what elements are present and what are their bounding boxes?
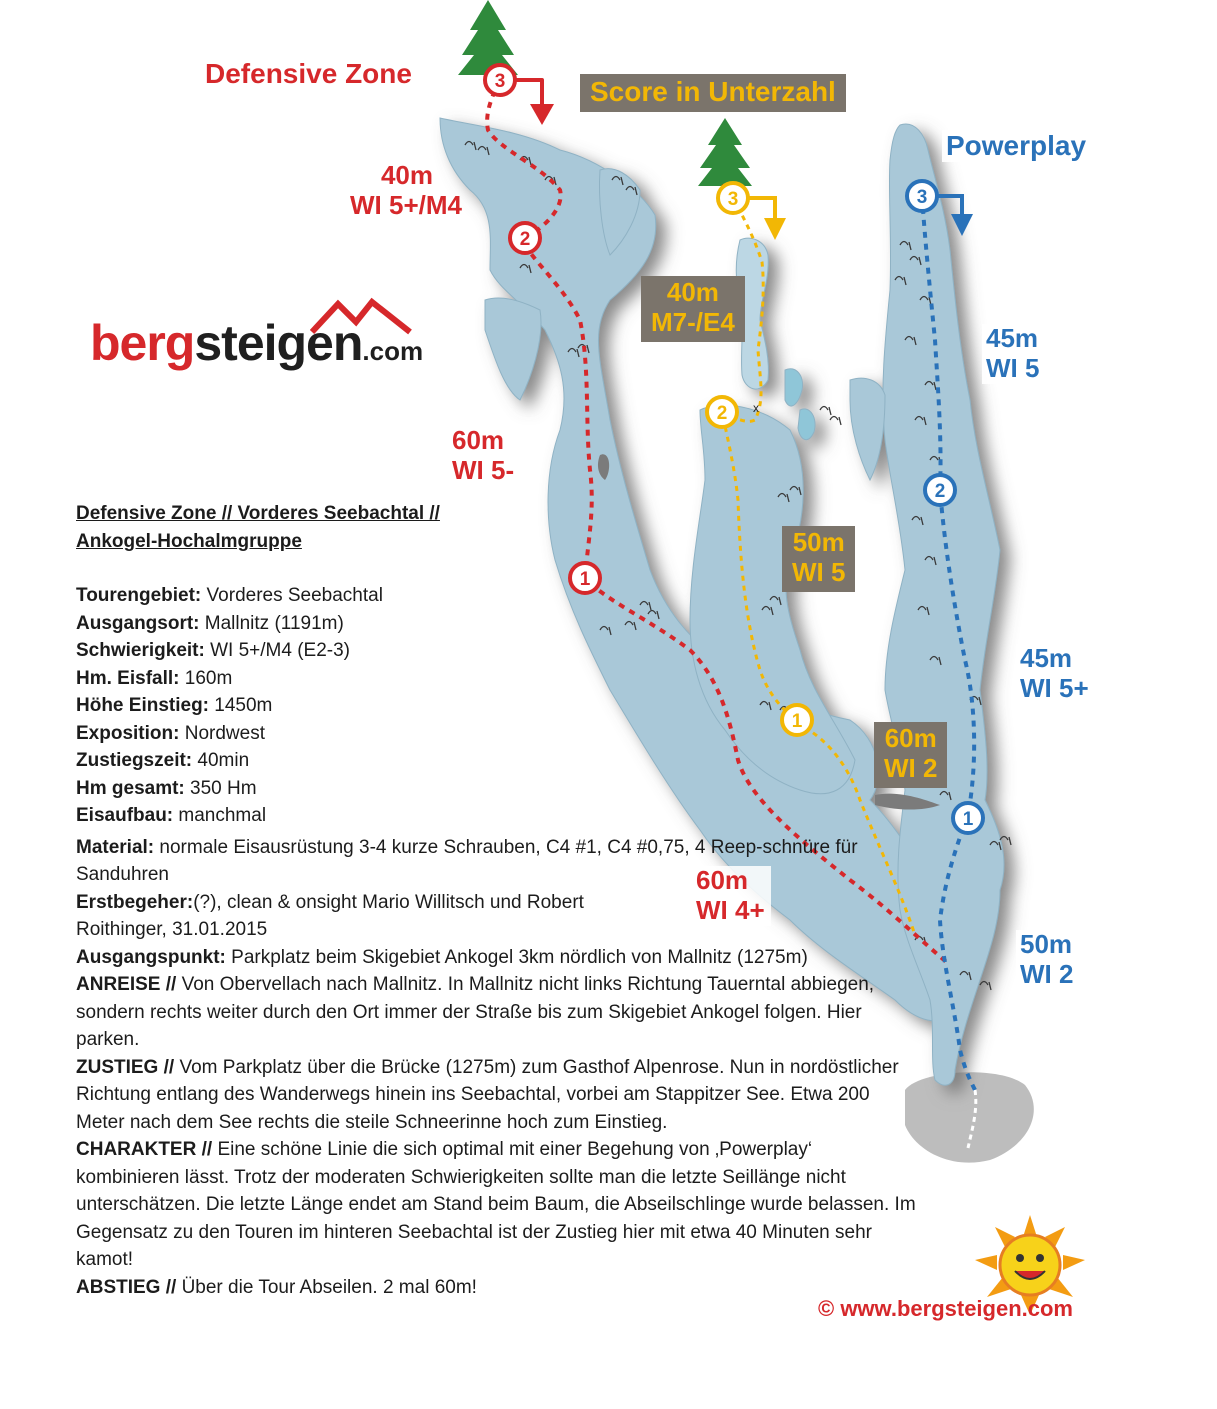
route-name-defensive: Defensive Zone <box>205 58 412 89</box>
info-tourengebiet: Tourengebiet: Vorderes Seebachtal <box>76 585 383 606</box>
info-schwierigkeit: Schwierigkeit: WI 5+/M4 (E2-3) <box>76 640 350 661</box>
info-zustieg: ZUSTIEG // Vom Parkplatz über die Brücke (1275m) zum Gasthof Alpenrose. Nun in nordöstlicher Richtung entlang des Wanderwegs hinein ins Seebachtal, vorbei am Stappitzer See. Etwa 200 Meter nach dem See rechts die steile Schneerinne hoch zum Einstieg. <box>76 1056 899 1133</box>
pitch-label-def-1: 60m WI 4+ <box>690 866 771 926</box>
bergsteigen-logo <box>90 296 450 386</box>
svg-text:1: 1 <box>791 711 803 732</box>
info-eisaufbau: Eisaufbau: manchmal <box>76 805 267 826</box>
pitch-label-def-2: 60m WI 5- <box>452 425 515 485</box>
info-ausgangsort: Ausgangsort: Mallnitz (1191m) <box>76 612 344 634</box>
svg-text:3: 3 <box>916 187 928 208</box>
info-ausgangspunkt: Ausgangspunkt: Parkplatz beim Skigebiet Ankogel 3km nördlich von Mallnitz (1275m) <box>76 946 808 968</box>
info-zustiegszeit: Zustiegszeit: 40min <box>76 750 250 771</box>
pitch-label-score-2: 50m WI 5 <box>782 526 855 592</box>
tree-icon <box>698 118 752 192</box>
belay-defensive-2 <box>510 223 540 253</box>
svg-text:3: 3 <box>494 71 506 92</box>
svg-text:1: 1 <box>962 809 974 830</box>
tour-info <box>76 500 916 1301</box>
descent-arrow-icon <box>748 198 786 240</box>
info-anreise: ANREISE // Von Obervellach nach Mallnitz. In Mallnitz nicht links Richtung Tauerntal abbiegen, sondern rechts weiter durch den Ort immer der Straße bis zum Skigebiet Ankogel folgen. Hier parken. <box>76 974 875 1050</box>
pitch-label-pp-3: 45m WI 5 <box>982 324 1043 384</box>
tour-heading: Defensive Zone // Vorderes Seebachtal // Ankogel-Hochalmgruppe <box>76 503 440 552</box>
belay-powerplay-3 <box>907 181 937 211</box>
route-name-powerplay: Powerplay <box>942 130 1090 162</box>
info-charakter: CHARAKTER // Eine schöne Linie die sich optimal mit einer Begehung von ‚Powerplay‘ kombinieren lässt. Trotz der moderaten Schwierigkeiten sollte man die letzte Seillänge nicht unterschätzen. Die letzte Länge endet am Stand beim Baum, die Abseilschlinge wurde belassen. Im Gegensatz zu den Touren im hinteren Seebachtal ist der Zustieg hier mit etwa 40 Minuten sehr kamot! <box>76 1139 916 1270</box>
svg-text:3: 3 <box>727 189 739 210</box>
info-hoehe-einstieg: Höhe Einstieg: 1450m <box>76 695 273 716</box>
svg-text:1: 1 <box>579 569 591 590</box>
pitch-label-pp-2: 45m WI 5+ <box>1016 644 1093 704</box>
logo-part1: berg <box>90 315 195 371</box>
info-hm-eisfall: Hm. Eisfall: 160m <box>76 667 233 689</box>
pitch-label-score-3: 40m M7-/E4 <box>641 276 745 342</box>
snow-cone <box>905 1072 1034 1162</box>
belay-score-3 <box>718 183 748 213</box>
belay-defensive-3 <box>485 65 515 95</box>
info-abstieg: ABSTIEG // Über die Tour Abseilen. 2 mal 60m! <box>76 1276 477 1298</box>
svg-text:2: 2 <box>519 229 531 250</box>
descent-arrow-icon <box>515 80 554 125</box>
svg-text:2: 2 <box>716 403 728 424</box>
pitch-label-def-3: 40m WI 5+/M4 <box>350 160 462 220</box>
route-name-score: Score in Unterzahl <box>580 74 846 112</box>
pitch-label-score-1: 60m WI 2 <box>874 722 947 788</box>
belay-score-2 <box>707 397 737 427</box>
info-exposition: Exposition: Nordwest <box>76 722 265 744</box>
info-erstbegeher: Erstbegeher:(?), clean & onsight Mario Willitsch und Robert Roithinger, 31.01.2015 <box>76 891 584 940</box>
logo-part3: .com <box>362 336 424 366</box>
logo-part2: steigen <box>194 315 363 371</box>
info-material: Material: normale Eisausrüstung 3-4 kurze Schrauben, C4 #1, C4 #0,75, 4 Reep-schnüre für Sanduhren <box>76 836 858 885</box>
info-hm-gesamt: Hm gesamt: 350 Hm <box>76 777 257 799</box>
pitch-label-pp-1: 50m WI 2 <box>1016 930 1077 990</box>
belay-powerplay-1 <box>953 803 983 833</box>
svg-text:2: 2 <box>934 481 946 502</box>
crux-mark: x <box>753 401 759 415</box>
copyright: © www.bergsteigen.com <box>818 1296 1073 1321</box>
belay-powerplay-2 <box>925 475 955 505</box>
